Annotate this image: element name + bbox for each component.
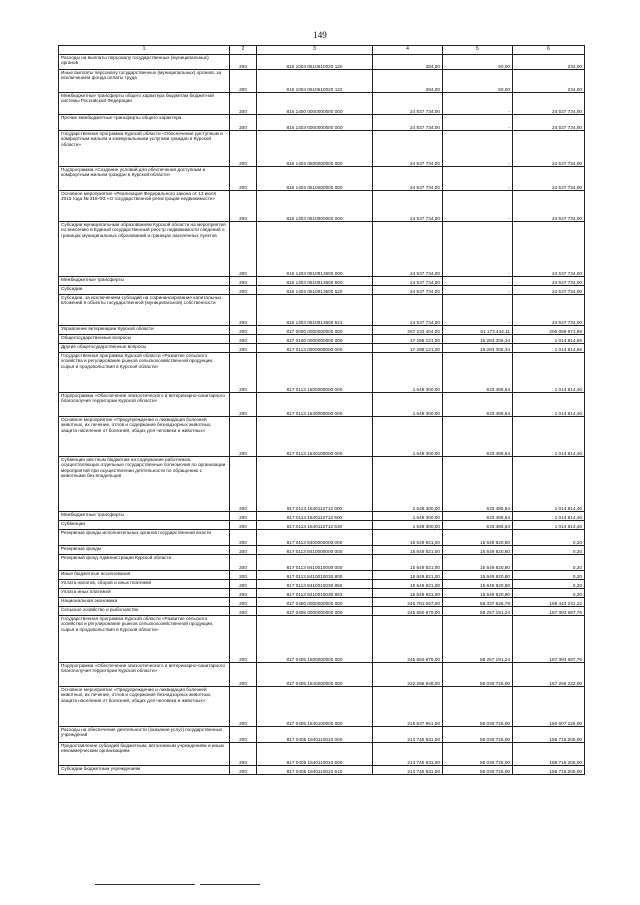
table-row	[59, 727, 585, 743]
row-admin-code-cell: 200	[230, 353, 257, 393]
row-name-cell: Сельское хозяйство и рыболовство	[59, 607, 230, 616]
table-row	[59, 277, 585, 286]
row-budget-code-cell: 817 0405 1640110010 600	[257, 743, 373, 766]
row-admin-code-cell: 200	[230, 555, 257, 571]
row-admin-code-cell: 200	[230, 766, 257, 775]
row-executed-amount-cell: 55 030 726,00	[443, 766, 513, 775]
row-executed-amount-cell: 633 485,54	[443, 521, 513, 530]
row-unexecuted-amount-cell: 234,00	[513, 55, 585, 70]
row-executed-amount-cell: 55 030 726,00	[443, 743, 513, 766]
row-budget-code-cell: 817 0113 8410010030 850	[257, 580, 373, 589]
row-unexecuted-amount-cell: 206 059 971,89	[513, 326, 585, 335]
header-col-4: 4	[373, 46, 443, 55]
footer-divider-short	[200, 884, 260, 885]
row-executed-amount-cell: 633 485,54	[443, 457, 513, 512]
row-budget-code-cell: 817 0113 8410010030 853	[257, 589, 373, 598]
row-executed-amount-cell: 55 030 726,00	[443, 727, 513, 743]
row-admin-code-cell: 200	[230, 521, 257, 530]
row-approved-amount-cell: 15 649 821,00	[373, 571, 443, 580]
row-executed-amount-cell: -	[443, 295, 513, 326]
row-executed-amount-cell: 50,00	[443, 55, 513, 70]
row-name-cell: Межбюджетные трансферты общего характера бюджетам бюджетной системы Российской Федерации	[59, 93, 230, 115]
table-row	[59, 616, 585, 663]
row-unexecuted-amount-cell: 0,20	[513, 589, 585, 598]
row-executed-amount-cell: 633 485,54	[443, 512, 513, 521]
row-unexecuted-amount-cell: 158 715 205,00	[513, 766, 585, 775]
row-unexecuted-amount-cell: 24 537 734,00	[513, 191, 585, 222]
table-row	[59, 766, 585, 775]
row-unexecuted-amount-cell: 158 715 205,00	[513, 727, 585, 743]
row-budget-code-cell: 816 1403 0500000000 000	[257, 131, 373, 167]
row-admin-code-cell: 200	[230, 286, 257, 295]
row-name-cell: Прочие межбюджетные трансферты общего характера	[59, 115, 230, 131]
row-unexecuted-amount-cell: 24 537 734,00	[513, 115, 585, 131]
row-unexecuted-amount-cell: 1 014 814,46	[513, 417, 585, 457]
row-executed-amount-cell: 633 485,54	[443, 393, 513, 417]
row-name-cell: Подпрограмма «Обеспечение эпизоотического и ветеринарно-санитарного благополучия территории Курской области»	[59, 663, 230, 687]
row-admin-code-cell: 200	[230, 167, 257, 191]
row-budget-code-cell: 816 1403 0510913600 520	[257, 286, 373, 295]
row-name-cell: Государственная программа Курской области «Развитие сельского хозяйства и регулирование рынков сельскохозяйственной продукции, сырья и продовольствия в Курской области»	[59, 616, 230, 663]
row-admin-code-cell: 200	[230, 530, 257, 546]
row-unexecuted-amount-cell: 158 715 205,00	[513, 743, 585, 766]
row-approved-amount-cell: 15 649 821,00	[373, 530, 443, 546]
row-name-cell: Расходы на обеспечение деятельности (оказание услуг) государственных учреждений	[59, 727, 230, 743]
row-name-cell: Резервный фонд Администрации Курской области	[59, 555, 230, 571]
row-budget-code-cell: 817 0000 0000000000 000	[257, 326, 373, 335]
row-unexecuted-amount-cell: 24 537 734,00	[513, 222, 585, 277]
row-name-cell: Основное мероприятие «Предупреждение и ликвидация болезней животных, их лечение, отлов и содержание безнадзорных животных, защита населения от болезней, общих для человека и животных»	[59, 687, 230, 727]
row-admin-code-cell: 200	[230, 93, 257, 115]
row-unexecuted-amount-cell: 24 537 734,00	[513, 277, 585, 286]
table-row	[59, 353, 585, 393]
row-approved-amount-cell: 215 637 951,00	[373, 687, 443, 727]
row-budget-code-cell: 817 0405 1640110010 610	[257, 766, 373, 775]
row-budget-code-cell: 817 0113 8410010030 800	[257, 571, 373, 580]
row-name-cell: Подпрограмма «Создание условий для обеспечения доступным и комфортным жильем граждан в Курской области»	[59, 167, 230, 191]
row-name-cell: Субсидии, за исключением субсидий на софинансирование капитальных вложений в объекты государственной (муниципальной) собственности	[59, 295, 230, 326]
row-approved-amount-cell: 1 648 300,00	[373, 512, 443, 521]
header-col-2: 2	[230, 46, 257, 55]
row-executed-amount-cell: -	[443, 222, 513, 277]
row-unexecuted-amount-cell: 24 537 734,00	[513, 131, 585, 167]
row-approved-amount-cell: 24 537 734,00	[373, 295, 443, 326]
row-unexecuted-amount-cell: 1 014 814,46	[513, 393, 585, 417]
row-executed-amount-cell: -	[443, 286, 513, 295]
row-admin-code-cell: 200	[230, 115, 257, 131]
row-unexecuted-amount-cell: 1 014 814,46	[513, 457, 585, 512]
row-executed-amount-cell: 633 485,54	[443, 353, 513, 393]
table-row	[59, 546, 585, 555]
row-approved-amount-cell: 284,00	[373, 55, 443, 70]
row-unexecuted-amount-cell: 187 393 687,76	[513, 616, 585, 663]
row-name-cell: Предоставление субсидий бюджетным, автономным учреждениям и иным некоммерческим организациям	[59, 743, 230, 766]
table-row	[59, 335, 585, 344]
row-budget-code-cell: 816 1403 0510913600 500	[257, 277, 373, 286]
row-budget-code-cell: 816 1403 0510913600 000	[257, 222, 373, 277]
table-row	[59, 167, 585, 191]
row-unexecuted-amount-cell: 187 393 687,76	[513, 607, 585, 616]
table-row	[59, 555, 585, 571]
row-approved-amount-cell: 24 537 734,00	[373, 167, 443, 191]
row-executed-amount-cell: -	[443, 191, 513, 222]
row-unexecuted-amount-cell: 160 607 225,00	[513, 687, 585, 727]
row-admin-code-cell: 200	[230, 663, 257, 687]
row-approved-amount-cell: 15 649 821,00	[373, 546, 443, 555]
row-admin-code-cell: 200	[230, 589, 257, 598]
row-approved-amount-cell: 15 649 821,00	[373, 580, 443, 589]
row-approved-amount-cell: 24 537 734,00	[373, 286, 443, 295]
table-row	[59, 607, 585, 616]
row-approved-amount-cell: 1 648 300,00	[373, 457, 443, 512]
table-header-row	[59, 46, 585, 55]
row-unexecuted-amount-cell: 1 014 814,66	[513, 344, 585, 353]
row-name-cell: Государственная программа Курской области «Развитие сельского хозяйства и регулирование рынков сельскохозяйственной продукции, сырья и продовольствия в Курской области»	[59, 353, 230, 393]
row-executed-amount-cell: 16 283 306,34	[443, 335, 513, 344]
row-name-cell: Общегосударственные вопросы	[59, 335, 230, 344]
row-admin-code-cell: 200	[230, 55, 257, 70]
row-budget-code-cell: 817 0113 8410010000 000	[257, 555, 373, 571]
row-name-cell: Субвенции местным бюджетам на содержание работников, осуществляющих отдельные государственные полномочия по организации мероприятий при осуществлении деятельности по обращению с животными без владельцев	[59, 457, 230, 512]
row-unexecuted-amount-cell: 0,20	[513, 555, 585, 571]
row-name-cell: Межбюджетные трансферты	[59, 277, 230, 286]
row-budget-code-cell: 817 0405 1640110010 000	[257, 727, 373, 743]
row-admin-code-cell: 200	[230, 131, 257, 167]
row-approved-amount-cell: 267 233 404,00	[373, 326, 443, 335]
row-budget-code-cell: 817 0405 1640100000 000	[257, 687, 373, 727]
row-executed-amount-cell: 633 485,54	[443, 417, 513, 457]
row-approved-amount-cell: 245 650 879,00	[373, 607, 443, 616]
row-approved-amount-cell: 24 537 734,00	[373, 222, 443, 277]
table-row	[59, 457, 585, 512]
row-name-cell: Межбюджетные трансферты	[59, 512, 230, 521]
row-admin-code-cell: 200	[230, 512, 257, 521]
row-name-cell: Резервные фонды	[59, 546, 230, 555]
row-name-cell: Расходы на выплаты персоналу государственных (муниципальных) органов	[59, 55, 230, 70]
row-executed-amount-cell: 58 257 191,24	[443, 607, 513, 616]
row-admin-code-cell: 200	[230, 222, 257, 277]
table-row	[59, 598, 585, 607]
row-executed-amount-cell: -	[443, 167, 513, 191]
row-budget-code-cell: 816 1400 0000000000 000	[257, 93, 373, 115]
row-budget-code-cell: 817 0113 8410000000 000	[257, 546, 373, 555]
row-admin-code-cell: 200	[230, 295, 257, 326]
row-budget-code-cell: 817 0113 1640112712 500	[257, 512, 373, 521]
row-admin-code-cell: 200	[230, 616, 257, 663]
row-budget-code-cell: 816 1403 0510000000 000	[257, 167, 373, 191]
row-approved-amount-cell: 24 537 734,00	[373, 115, 443, 131]
row-executed-amount-cell: 61 173 432,11	[443, 326, 513, 335]
table-row	[59, 530, 585, 546]
budget-execution-table	[58, 45, 585, 775]
row-admin-code-cell: 200	[230, 277, 257, 286]
table-row	[59, 589, 585, 598]
row-unexecuted-amount-cell: 1 014 814,46	[513, 512, 585, 521]
row-name-cell: Иные выплаты персоналу государственных (муниципальных) органов, за исключением фонда оплаты труда	[59, 70, 230, 93]
row-executed-amount-cell: 55 030 726,00	[443, 687, 513, 727]
row-admin-code-cell: 200	[230, 326, 257, 335]
row-admin-code-cell: 200	[230, 546, 257, 555]
table-body	[59, 55, 585, 775]
row-unexecuted-amount-cell: 167 266 222,00	[513, 663, 585, 687]
row-name-cell: Управление ветеринарии Курской области	[59, 326, 230, 335]
row-approved-amount-cell: 17 298 121,00	[373, 344, 443, 353]
row-executed-amount-cell: 15 649 820,80	[443, 530, 513, 546]
row-name-cell: Субсидии бюджетным учреждениям	[59, 766, 230, 775]
row-admin-code-cell: 200	[230, 70, 257, 93]
row-admin-code-cell: 200	[230, 580, 257, 589]
table-row	[59, 571, 585, 580]
row-approved-amount-cell: 15 649 821,00	[373, 555, 443, 571]
header-col-1: 1	[59, 46, 230, 55]
row-approved-amount-cell: 1 648 300,00	[373, 393, 443, 417]
row-approved-amount-cell: 213 745 931,00	[373, 727, 443, 743]
row-admin-code-cell: 200	[230, 335, 257, 344]
row-unexecuted-amount-cell: 24 537 734,00	[513, 295, 585, 326]
header-col-3: 3	[257, 46, 373, 55]
row-budget-code-cell: 816 1403 0510913600 521	[257, 295, 373, 326]
row-budget-code-cell: 816 1403 0510900000 000	[257, 191, 373, 222]
row-approved-amount-cell: 284,00	[373, 70, 443, 93]
row-name-cell: Уплата налогов, сборов и иных платежей	[59, 580, 230, 589]
row-name-cell: Основное мероприятие «Реализация Федерального закона от 13 июля 2015 года № 218-ФЗ «О государственной регистрации недвижимости»	[59, 191, 230, 222]
row-name-cell: Основное мероприятие «Предупреждение и ликвидация болезней животных, их лечение, отлов и содержание безнадзорных животных, защита населения от болезней, общих для человека и животных»	[59, 417, 230, 457]
table-row	[59, 580, 585, 589]
row-unexecuted-amount-cell: 24 537 734,00	[513, 93, 585, 115]
row-unexecuted-amount-cell: 1 014 814,46	[513, 521, 585, 530]
row-name-cell: Уплата иных платежей	[59, 589, 230, 598]
row-budget-code-cell: 817 0113 1640112712 530	[257, 521, 373, 530]
row-unexecuted-amount-cell: 24 537 734,00	[513, 167, 585, 191]
row-executed-amount-cell: 55 030 726,00	[443, 663, 513, 687]
row-budget-code-cell: 817 0405 1600000000 000	[257, 616, 373, 663]
row-approved-amount-cell: 1 648 300,00	[373, 353, 443, 393]
row-unexecuted-amount-cell: 24 537 734,00	[513, 286, 585, 295]
table-row	[59, 222, 585, 277]
row-budget-code-cell: 817 0113 0000000000 000	[257, 344, 373, 353]
table-row	[59, 191, 585, 222]
table-row	[59, 326, 585, 335]
row-executed-amount-cell: 50,00	[443, 70, 513, 93]
row-name-cell: Резервные фонды исполнительных органов государственной власти	[59, 530, 230, 546]
row-executed-amount-cell: 15 649 820,80	[443, 555, 513, 571]
header-col-5: 5	[443, 46, 513, 55]
row-executed-amount-cell: 15 649 820,80	[443, 589, 513, 598]
row-unexecuted-amount-cell: 0,20	[513, 580, 585, 589]
table-row	[59, 344, 585, 353]
row-executed-amount-cell: -	[443, 131, 513, 167]
row-unexecuted-amount-cell: 0,20	[513, 546, 585, 555]
table-row	[59, 131, 585, 167]
row-approved-amount-cell: 245 650 879,00	[373, 616, 443, 663]
row-executed-amount-cell: -	[443, 115, 513, 131]
row-approved-amount-cell: 17 298 121,00	[373, 335, 443, 344]
row-approved-amount-cell: 1 648 300,00	[373, 521, 443, 530]
row-name-cell: Субвенции	[59, 521, 230, 530]
row-approved-amount-cell: 24 537 734,00	[373, 277, 443, 286]
row-unexecuted-amount-cell: 234,00	[513, 70, 585, 93]
table-row	[59, 393, 585, 417]
row-executed-amount-cell: -	[443, 93, 513, 115]
table-row	[59, 115, 585, 131]
row-unexecuted-amount-cell: 0,20	[513, 530, 585, 546]
row-admin-code-cell: 200	[230, 727, 257, 743]
table-row	[59, 687, 585, 727]
row-approved-amount-cell: 24 537 734,00	[373, 191, 443, 222]
row-unexecuted-amount-cell: 0,20	[513, 571, 585, 580]
row-unexecuted-amount-cell: 188 443 231,22	[513, 598, 585, 607]
footer-divider	[95, 884, 195, 885]
row-name-cell: Подпрограмма «Обеспечение эпизоотического и ветеринарно-санитарного благополучия территории Курской области»	[59, 393, 230, 417]
table-row	[59, 743, 585, 766]
row-admin-code-cell: 200	[230, 743, 257, 766]
table-row	[59, 295, 585, 326]
row-budget-code-cell: 816 1403 0000000000 000	[257, 115, 373, 131]
row-name-cell: Субсидии	[59, 286, 230, 295]
row-admin-code-cell: 200	[230, 571, 257, 580]
header-col-6: 6	[513, 46, 585, 55]
row-unexecuted-amount-cell: 1 014 814,66	[513, 335, 585, 344]
row-admin-code-cell: 200	[230, 344, 257, 353]
row-executed-amount-cell: 58 257 191,24	[443, 616, 513, 663]
page-number: 149	[313, 30, 327, 40]
row-budget-code-cell: 817 0400 0000000000 000	[257, 598, 373, 607]
row-approved-amount-cell: 213 745 931,00	[373, 766, 443, 775]
table-row	[59, 512, 585, 521]
row-approved-amount-cell: 15 649 821,00	[373, 589, 443, 598]
row-budget-code-cell: 817 0113 1640100000 000	[257, 417, 373, 457]
row-approved-amount-cell: 222 296 948,00	[373, 663, 443, 687]
table-row	[59, 55, 585, 70]
row-budget-code-cell: 816 1004 0510610020 120	[257, 55, 373, 70]
row-approved-amount-cell: 24 537 734,00	[373, 131, 443, 167]
table-row	[59, 663, 585, 687]
row-admin-code-cell: 200	[230, 393, 257, 417]
row-unexecuted-amount-cell: 1 014 814,46	[513, 353, 585, 393]
row-name-cell: Национальная экономика	[59, 598, 230, 607]
row-executed-amount-cell: 15 649 820,80	[443, 571, 513, 580]
row-budget-code-cell: 817 0405 0000000000 000	[257, 607, 373, 616]
row-budget-code-cell: 817 0405 1640000000 000	[257, 663, 373, 687]
row-admin-code-cell: 200	[230, 687, 257, 727]
row-budget-code-cell: 816 1004 0510610020 122	[257, 70, 373, 93]
row-executed-amount-cell: -	[443, 277, 513, 286]
row-name-cell: Другие общегосударственные вопросы	[59, 344, 230, 353]
row-budget-code-cell: 817 0113 8400000000 000	[257, 530, 373, 546]
row-admin-code-cell: 200	[230, 598, 257, 607]
row-approved-amount-cell: 1 648 300,00	[373, 417, 443, 457]
row-executed-amount-cell: 16 283 306,34	[443, 344, 513, 353]
row-budget-code-cell: 817 0113 1600000000 000	[257, 353, 373, 393]
table-row	[59, 93, 585, 115]
row-budget-code-cell: 817 0113 1640000000 000	[257, 393, 373, 417]
row-approved-amount-cell: 246 781 057,00	[373, 598, 443, 607]
row-name-cell: Государственная программа Курской области «Обеспечение доступным и комфортным жильем и коммунальными услугами граждан в Курской области»	[59, 131, 230, 167]
row-budget-code-cell: 817 0113 1640112712 000	[257, 457, 373, 512]
row-approved-amount-cell: 213 745 931,00	[373, 743, 443, 766]
row-admin-code-cell: 200	[230, 607, 257, 616]
table-row	[59, 521, 585, 530]
row-admin-code-cell: 200	[230, 457, 257, 512]
row-name-cell: Иные бюджетные ассигнования	[59, 571, 230, 580]
row-executed-amount-cell: 15 649 820,80	[443, 546, 513, 555]
row-name-cell: Субсидии муниципальным образованиям Курской области на мероприятия по внесению в Единый государственный реестр недвижимости сведений о границах муниципальных образований и границах населенных пунктов	[59, 222, 230, 277]
table-row	[59, 70, 585, 93]
table-row	[59, 286, 585, 295]
row-admin-code-cell: 200	[230, 191, 257, 222]
row-approved-amount-cell: 24 537 734,00	[373, 93, 443, 115]
row-budget-code-cell: 817 0100 0000000000 000	[257, 335, 373, 344]
table-row	[59, 417, 585, 457]
row-admin-code-cell: 200	[230, 417, 257, 457]
row-executed-amount-cell: 15 649 820,80	[443, 580, 513, 589]
row-executed-amount-cell: 58 337 825,78	[443, 598, 513, 607]
